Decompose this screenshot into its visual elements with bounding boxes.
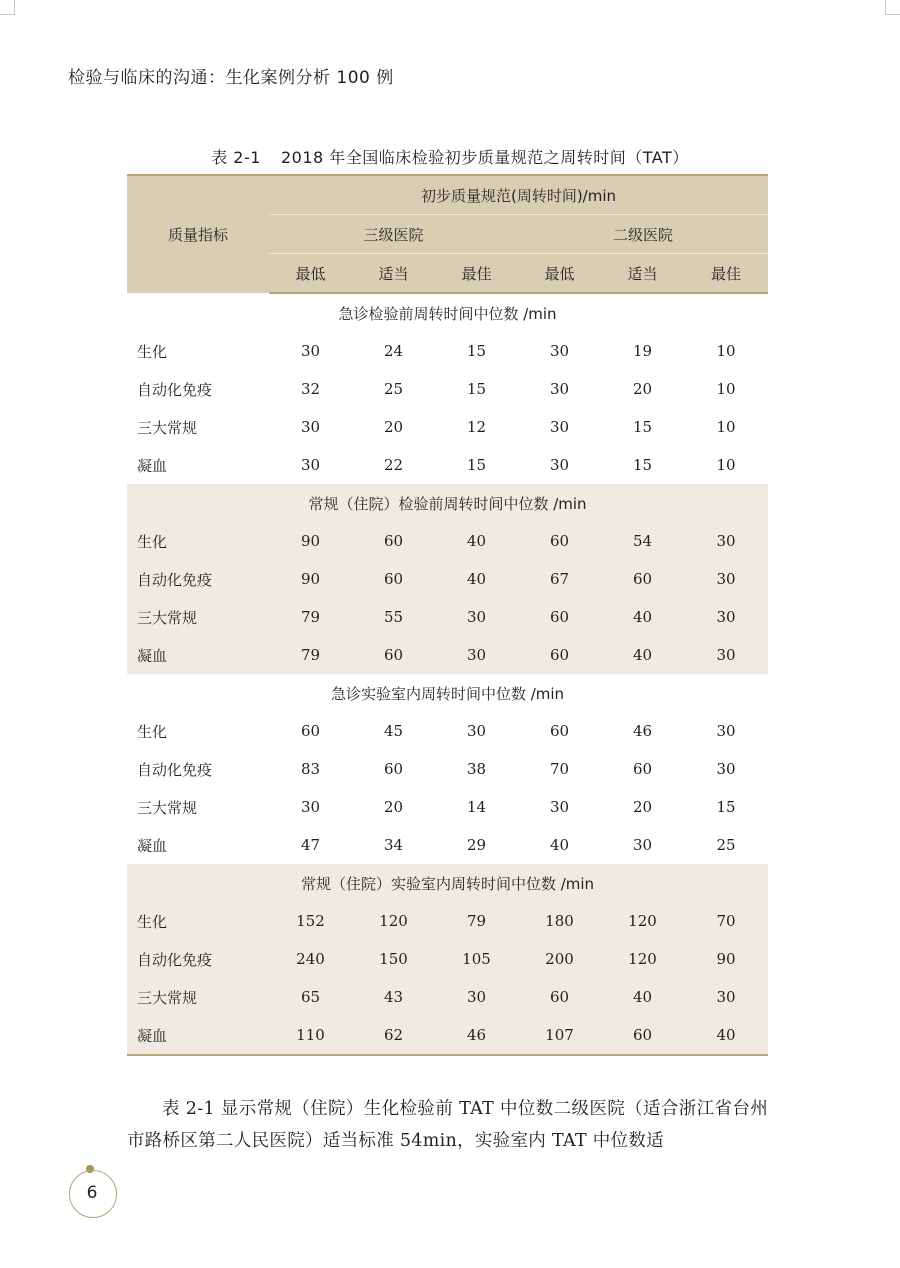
value-cell: 120 [601, 902, 684, 940]
value-cell: 10 [716, 456, 736, 474]
value-cell: 40 [684, 1016, 768, 1055]
value-cell: 30 [716, 722, 736, 740]
value-cell: 30 [684, 978, 768, 1016]
table-row [127, 788, 768, 826]
value-cell: 30 [549, 456, 570, 474]
value-cell: 30 [716, 760, 736, 778]
value-cell: 20 [632, 798, 653, 816]
value-cell: 40 [435, 522, 518, 560]
top-header: 初步质量规范(周转时间)/min [269, 175, 768, 215]
value-cell: 29 [466, 836, 487, 854]
value-cell: 60 [383, 760, 404, 778]
table-row [127, 446, 768, 484]
row-label: 生化 [127, 902, 269, 940]
value-cell: 200 [518, 940, 601, 978]
value-cell: 60 [632, 760, 653, 778]
value-cell: 55 [352, 598, 435, 636]
body-paragraph [127, 1093, 768, 1157]
value-cell: 67 [518, 560, 601, 598]
value-cell: 15 [466, 342, 487, 360]
value-cell: 30 [300, 456, 321, 474]
value-cell: 20 [632, 380, 653, 398]
value-cell: 60 [352, 522, 435, 560]
value-cell: 24 [383, 342, 404, 360]
value-cell: 25 [716, 836, 736, 854]
value-cell: 30 [435, 598, 518, 636]
value-cell: 30 [300, 798, 321, 816]
value-cell: 10 [716, 380, 736, 398]
row-label: 自动化免疫 [127, 940, 269, 978]
table-row [127, 902, 768, 940]
value-cell: 60 [518, 522, 601, 560]
value-cell: 15 [466, 380, 487, 398]
value-cell: 79 [269, 598, 352, 636]
value-cell: 19 [632, 342, 653, 360]
table-row [127, 826, 768, 864]
value-cell: 30 [549, 798, 570, 816]
row-label: 凝血 [137, 836, 168, 855]
section-title: 常规（住院）检验前周转时间中位数 /min [127, 484, 768, 522]
table-body [127, 293, 768, 1055]
value-cell: 30 [684, 560, 768, 598]
value-cell: 240 [269, 940, 352, 978]
table-row [127, 750, 768, 788]
table-row [127, 636, 768, 674]
running-header: 检验与临床的沟通：生化案例分析 100 例 [68, 68, 394, 88]
table-row [127, 370, 768, 408]
section-header-row [127, 674, 768, 712]
value-cell: 60 [352, 636, 435, 674]
page-number: 6 [86, 1183, 98, 1203]
value-cell: 30 [549, 380, 570, 398]
table-row [127, 598, 768, 636]
value-cell: 15 [466, 456, 487, 474]
value-cell: 30 [300, 418, 321, 436]
table-row [127, 940, 768, 978]
value-cell: 32 [300, 380, 321, 398]
table-row [127, 408, 768, 446]
row-label: 三大常规 [127, 598, 269, 636]
table-caption [0, 145, 900, 168]
value-cell: 90 [684, 940, 768, 978]
body-paragraph-text: 表 2-1 显示常规（住院）生化检验前 TAT 中位数二级医院（适合浙江省台州市路桥区第二人民医院）适当标准 54min，实验室内 TAT 中位数适 [127, 1099, 768, 1151]
value-cell: 70 [549, 760, 570, 778]
value-cell: 30 [684, 636, 768, 674]
table-row [127, 1016, 768, 1055]
row-label: 凝血 [137, 456, 168, 475]
value-cell: 62 [352, 1016, 435, 1055]
value-cell: 43 [352, 978, 435, 1016]
value-cell: 83 [300, 760, 321, 778]
value-cell: 12 [466, 418, 487, 436]
value-cell: 38 [466, 760, 487, 778]
value-cell: 40 [601, 598, 684, 636]
row-label: 三大常规 [137, 798, 198, 817]
value-cell: 180 [518, 902, 601, 940]
section-title: 常规（住院）实验室内周转时间中位数 /min [127, 864, 768, 902]
value-cell: 15 [632, 418, 653, 436]
tat-table [127, 174, 768, 1056]
metric-header: 质量指标 [127, 175, 269, 293]
level-header: 最低 [518, 254, 601, 294]
row-label: 自动化免疫 [137, 380, 213, 399]
value-cell: 34 [383, 836, 404, 854]
value-cell: 30 [549, 342, 570, 360]
level-header: 适当 [601, 254, 684, 294]
value-cell: 25 [383, 380, 404, 398]
value-cell: 54 [601, 522, 684, 560]
value-cell: 46 [632, 722, 653, 740]
crop-mark-top-left [0, 0, 15, 15]
value-cell: 60 [300, 722, 321, 740]
value-cell: 79 [269, 636, 352, 674]
table-row [127, 712, 768, 750]
row-label: 生化 [137, 722, 168, 741]
value-cell: 120 [352, 902, 435, 940]
section-title: 急诊检验前周转时间中位数 /min [338, 304, 557, 323]
level-header: 最低 [269, 254, 352, 294]
value-cell: 30 [435, 978, 518, 1016]
row-label: 自动化免疫 [127, 560, 269, 598]
value-cell: 60 [518, 636, 601, 674]
hospital-group-header: 二级医院 [518, 215, 768, 254]
level-header: 最佳 [435, 254, 518, 294]
section-header-row [127, 484, 768, 522]
value-cell: 60 [352, 560, 435, 598]
section-title: 急诊实验室内周转时间中位数 /min [330, 684, 565, 703]
value-cell: 110 [269, 1016, 352, 1055]
row-label: 自动化免疫 [137, 760, 213, 779]
value-cell: 79 [435, 902, 518, 940]
crop-mark-top-right [885, 0, 900, 15]
value-cell: 30 [549, 418, 570, 436]
section-header-row [127, 864, 768, 902]
value-cell: 10 [716, 418, 736, 436]
row-label: 三大常规 [137, 418, 198, 437]
value-cell: 20 [383, 798, 404, 816]
value-cell: 120 [601, 940, 684, 978]
value-cell: 46 [435, 1016, 518, 1055]
row-label: 三大常规 [127, 978, 269, 1016]
value-cell: 60 [518, 598, 601, 636]
row-label: 凝血 [127, 1016, 269, 1055]
value-cell: 152 [269, 902, 352, 940]
value-cell: 22 [383, 456, 404, 474]
value-cell: 47 [300, 836, 321, 854]
value-cell: 20 [383, 418, 404, 436]
table-row [127, 332, 768, 370]
value-cell: 60 [601, 560, 684, 598]
value-cell: 90 [269, 560, 352, 598]
value-cell: 45 [383, 722, 404, 740]
value-cell: 30 [300, 342, 321, 360]
table-row [127, 560, 768, 598]
value-cell: 60 [549, 722, 570, 740]
value-cell: 40 [601, 636, 684, 674]
value-cell: 40 [549, 836, 570, 854]
value-cell: 150 [352, 940, 435, 978]
value-cell: 30 [684, 598, 768, 636]
value-cell: 90 [269, 522, 352, 560]
value-cell: 60 [601, 1016, 684, 1055]
value-cell: 14 [466, 798, 487, 816]
table-caption-number: 表 2-1 [211, 148, 261, 167]
value-cell: 10 [716, 342, 736, 360]
level-header: 适当 [352, 254, 435, 294]
value-cell: 15 [716, 798, 736, 816]
value-cell: 15 [632, 456, 653, 474]
value-cell: 60 [518, 978, 601, 1016]
row-label: 生化 [137, 342, 168, 361]
value-cell: 65 [269, 978, 352, 1016]
value-cell: 107 [518, 1016, 601, 1055]
hospital-group-header: 三级医院 [269, 215, 518, 254]
table-row [127, 978, 768, 1016]
value-cell: 70 [684, 902, 768, 940]
section-header-row [127, 293, 768, 332]
table-caption-title: 2018 年全国临床检验初步质量规范之周转时间（TAT） [280, 148, 689, 167]
row-label: 生化 [127, 522, 269, 560]
value-cell: 30 [632, 836, 653, 854]
row-label: 凝血 [127, 636, 269, 674]
value-cell: 105 [435, 940, 518, 978]
value-cell: 30 [466, 722, 487, 740]
level-header: 最佳 [684, 254, 768, 294]
value-cell: 40 [435, 560, 518, 598]
value-cell: 30 [684, 522, 768, 560]
table-row [127, 522, 768, 560]
value-cell: 40 [601, 978, 684, 1016]
value-cell: 30 [435, 636, 518, 674]
